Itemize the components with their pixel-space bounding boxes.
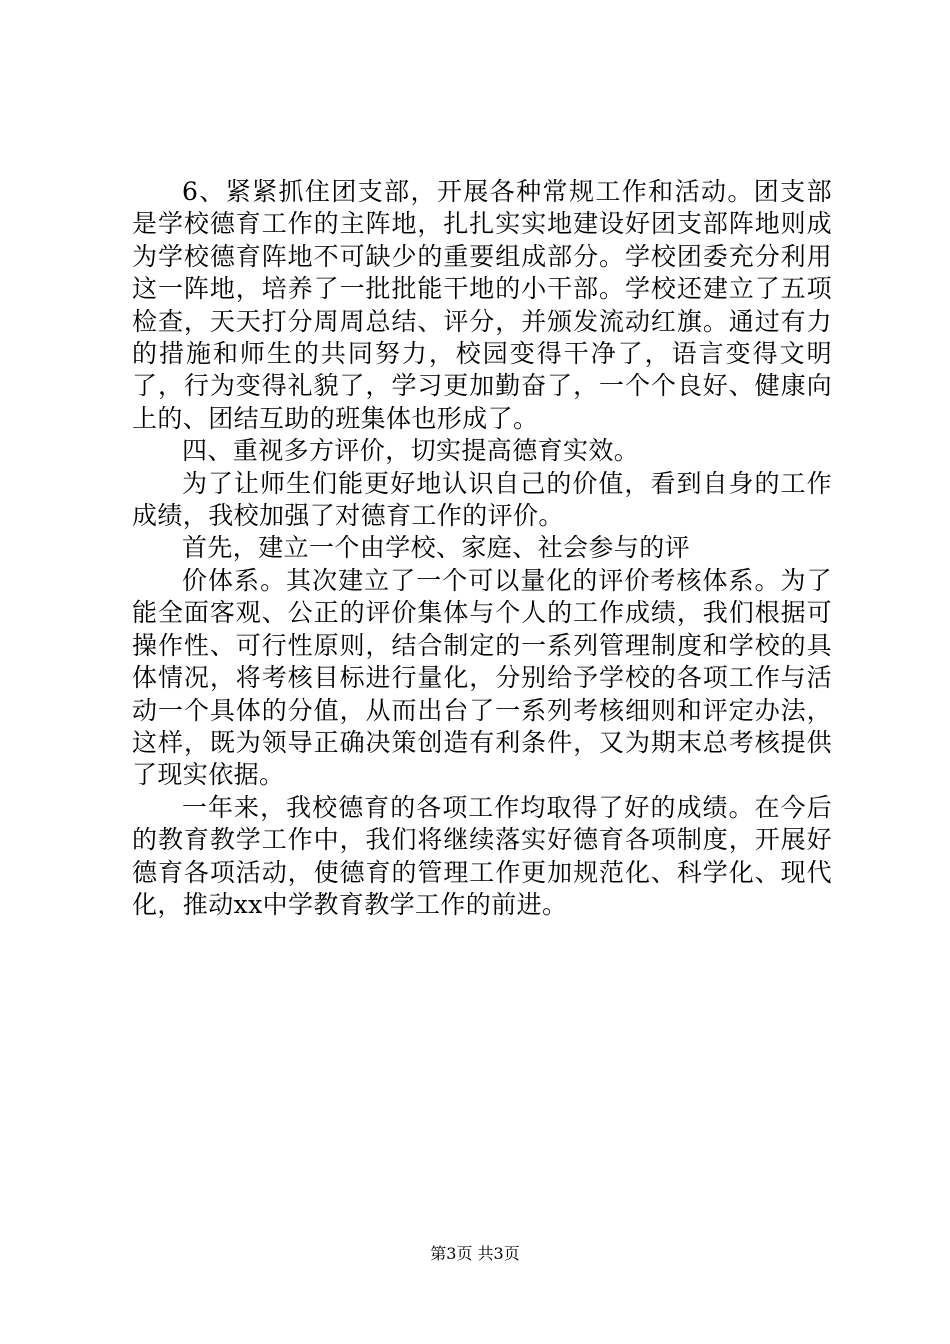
- section-heading: [132, 435, 832, 467]
- paragraph-youth-league: [132, 176, 832, 435]
- text-line: 学校德育阵地不可缺少的重要组成部分。学校团委充分利用这: [132, 241, 832, 304]
- paragraph-conclusion: [132, 792, 832, 922]
- text-line: 操作性、可行性原则，结合制定的一系列管理制度和学校的具: [132, 630, 832, 660]
- text-line: 6、紧紧抓住团支部，开展各种常规工作和活动。团支部是: [132, 177, 832, 239]
- text-line: 德育各项活动，使德育的管理工作更加规范化、科学化、现代: [132, 857, 832, 887]
- text-line: 动一个具体的分值，从而出台了一系列考核细则和评定办法，: [132, 695, 832, 725]
- text-line: 首先，建立一个由学校、家庭、社会参与的评: [182, 533, 691, 563]
- paragraph-first-point: [132, 532, 832, 564]
- text-line: 团结互助的班集体也形成了。: [208, 403, 539, 433]
- text-line: 价体系。其次建立了一个可以量化的评价考核体系。为了: [182, 565, 832, 595]
- text-line: 一年来，我校德育的各项工作均取得了好的成绩。在今后: [182, 792, 832, 822]
- text-line: 成绩，我校加强了对德育工作的评价。: [132, 501, 564, 531]
- text-line: 了现实依据。: [132, 760, 285, 790]
- text-line: 体情况，将考核目标进行量化，分别给予学校的各项工作与活: [132, 663, 832, 693]
- text-line: 能全面客观、公正的评价集体与个人的工作成绩，我们根据可: [132, 598, 832, 628]
- page-number: 第3页 共3页: [430, 1244, 520, 1263]
- paragraph-evaluation-intro: [132, 468, 832, 533]
- text-line: 为了让师生们能更好地认识自己的价值，看到自身的工作: [182, 468, 832, 498]
- text-line: 四、重视多方评价，切实提高德育实效。: [182, 436, 640, 466]
- paragraph-evaluation-system: [132, 565, 832, 792]
- text-line: 化，推动xx中学教育教学工作的前进。: [132, 889, 568, 919]
- document-body: [132, 176, 832, 921]
- text-line: 措施和师生的共同努力，校园变得干净了，语言变得文明了，: [132, 339, 832, 401]
- text-line: 一阵地，培养了一批批能干地的小干部。学校还建立了五项检: [132, 274, 832, 336]
- text-line: 的教育教学工作中，我们将继续落实好德育各项制度，开展好: [132, 825, 832, 855]
- page-footer: [0, 1244, 950, 1264]
- text-line: 这样，既为领导正确决策创造有利条件，又为期末总考核提供: [132, 727, 832, 757]
- text-line: 查，天天打分周周总结、评分，并颁发流动红旗。通过有力的: [132, 306, 832, 369]
- text-line: 学校德育工作的主阵地，扎扎实实地建设好团支部阵地则成为: [132, 209, 832, 271]
- text-line: 行为变得礼貌了，学习更加勤奋了，一个个良好、健康向上的、: [132, 371, 832, 433]
